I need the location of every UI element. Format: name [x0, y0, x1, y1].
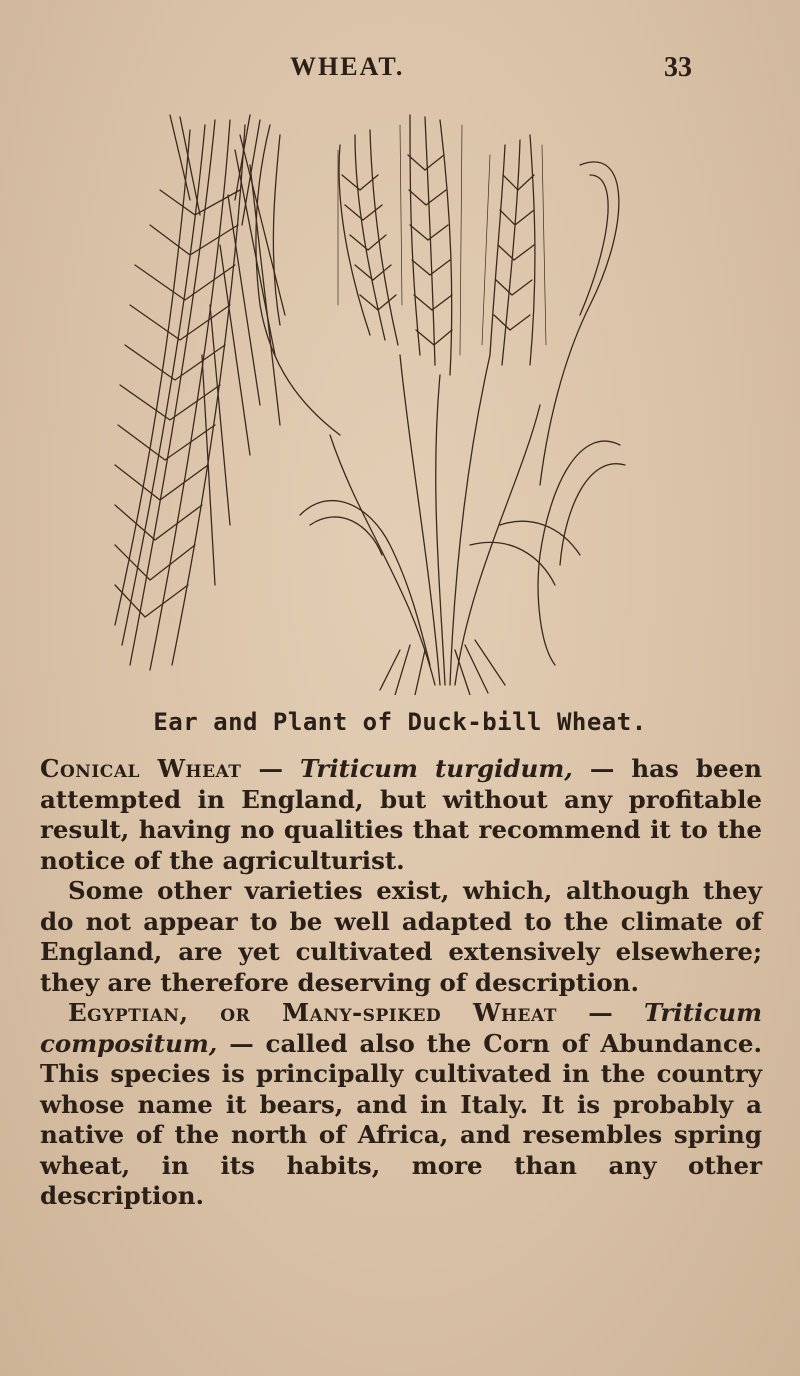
paragraph-egyptian-wheat	[40, 998, 762, 1212]
figure-caption: Ear and Plant of Duck-bill Wheat.	[153, 708, 647, 736]
wheat-plant-right	[256, 115, 625, 695]
variety-name: Conical Wheat	[40, 754, 242, 783]
latin-name: Triticum turgidum,	[299, 754, 573, 783]
wheat-ear-left	[115, 115, 285, 670]
paragraph-conical-wheat	[40, 754, 762, 876]
paragraph-text: — called also the Corn of Abundance. This species is principally cultivated in the country whose name it bears, and in Italy. It is probably a native of the north of Africa, and resembles spring wheat, in its habits, more than any other description.	[40, 1028, 762, 1210]
latin-name: Triticum compositum,	[40, 998, 762, 1058]
running-title: WHEAT.	[290, 52, 405, 81]
paragraph-other-varieties: Some other varieties exist, which, although they do not appear to be well adapted to the climate of England, are yet cultivated extensively elsewhere; they are therefore deserving of description.	[40, 876, 762, 997]
page-number: 33	[664, 52, 692, 83]
wheat-engraving	[110, 105, 710, 695]
dash: —	[556, 998, 645, 1027]
running-head	[0, 52, 800, 92]
dash: —	[241, 754, 300, 783]
body-text	[40, 754, 762, 1212]
paragraph-text: — has been attempted in England, but without any profitable result, having no qualities that recommend it to the notice of the agriculturist.	[40, 754, 762, 875]
variety-name: Egyptian, or Many-spiked Wheat	[68, 998, 557, 1027]
